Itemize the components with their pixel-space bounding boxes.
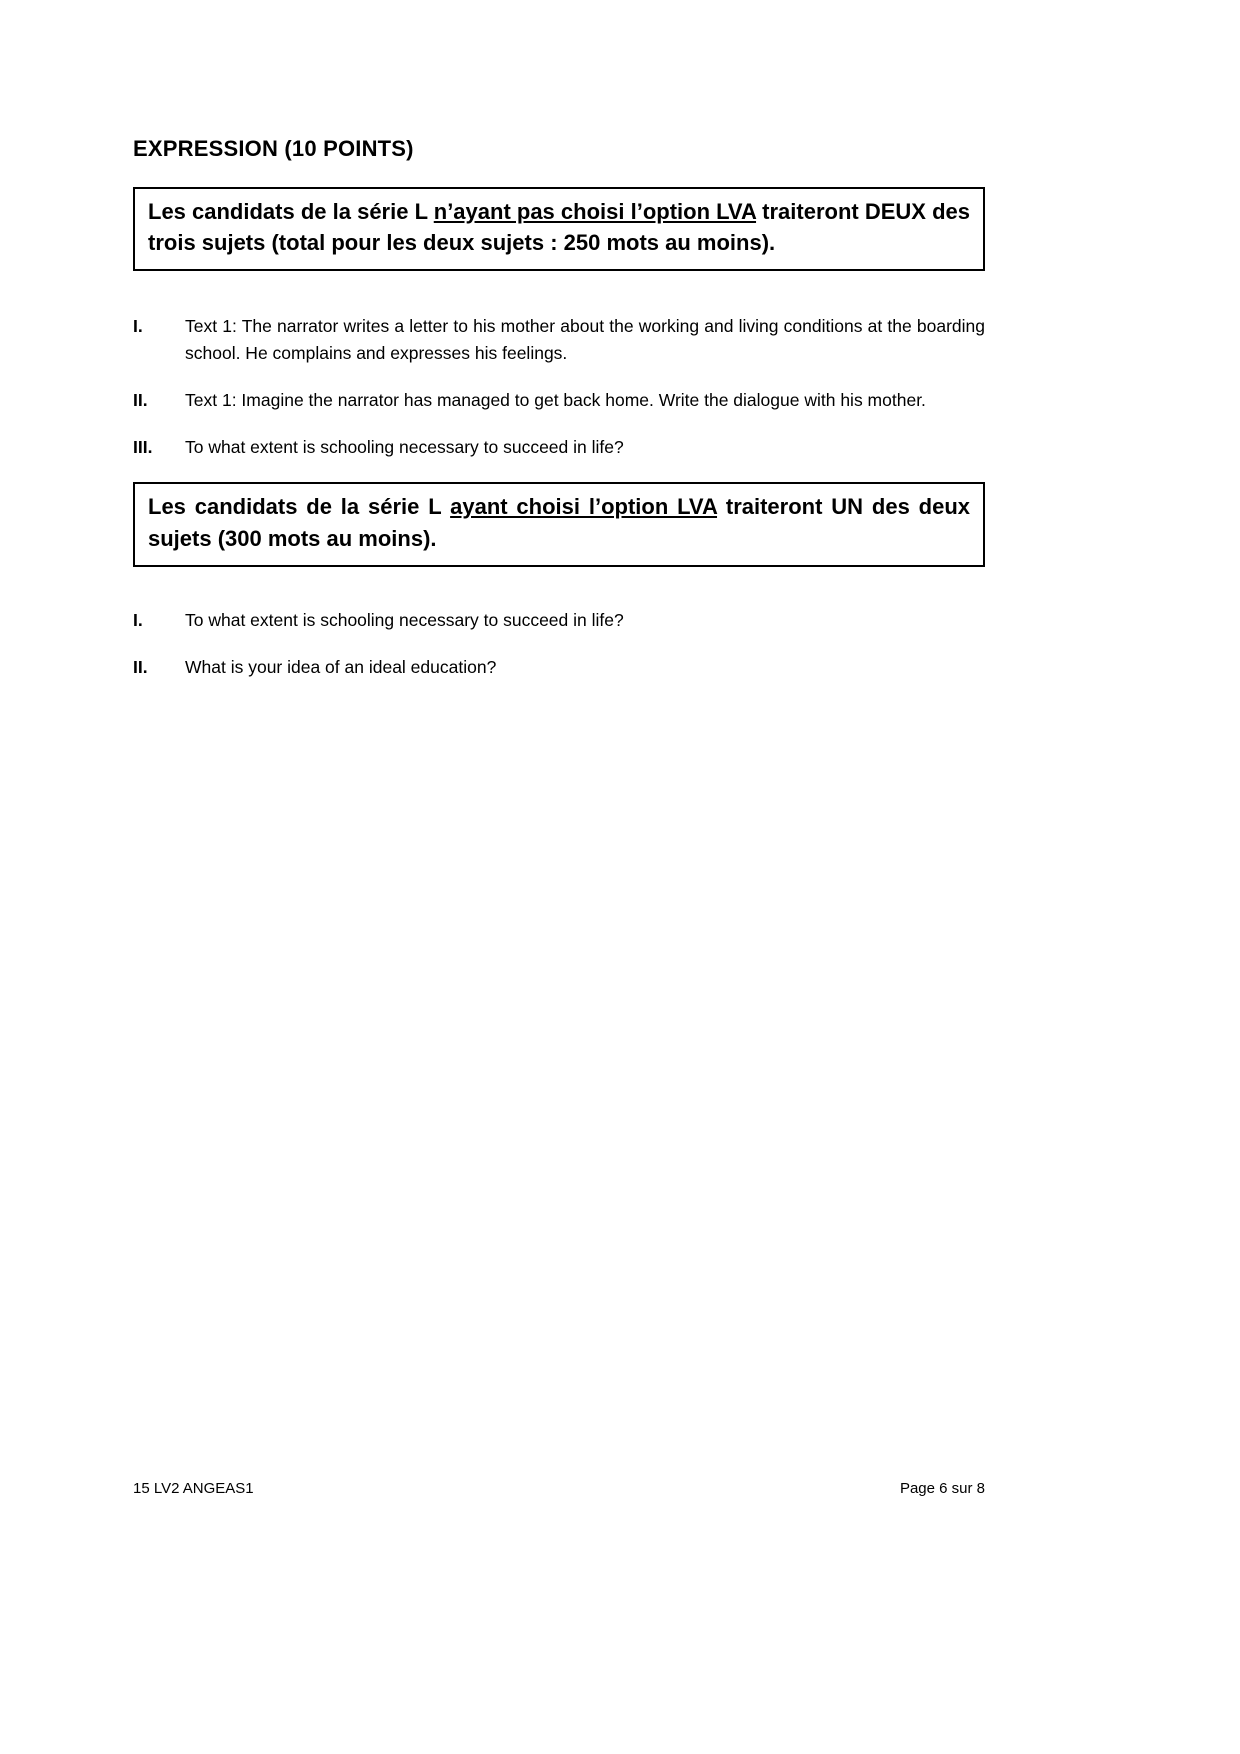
box2-text-lead: Les candidats de la série L — [148, 494, 451, 520]
item-number: II. — [133, 657, 148, 678]
list-item — [133, 434, 985, 460]
subject-list-1 — [133, 313, 985, 460]
instruction-box-serie-l-lva — [133, 482, 985, 566]
item-number: II. — [133, 389, 148, 410]
item-text: To what extent is schooling necessary to succeed in life? — [185, 437, 624, 458]
item-number: I. — [133, 316, 143, 337]
item-text: Text 1: Imagine the narrator has managed to get back home. Write the dialogue with his mother. — [185, 389, 926, 410]
footer-page-number: Page 6 sur 8 — [899, 1480, 985, 1497]
box2-underlined-text: ayant choisi l’option LVA — [450, 494, 718, 520]
box2-text-trail: traiteront UN des deux sujets (300 mots au moins). — [148, 494, 970, 551]
instruction-box-serie-l-non-lva — [133, 187, 985, 271]
list-item — [133, 654, 985, 680]
list-item — [133, 607, 985, 633]
box1-underlined-text: n’ayant pas choisi l’option LVA — [433, 199, 757, 224]
item-text: What is your idea of an ideal education? — [185, 657, 497, 678]
page-content — [133, 0, 985, 701]
item-text: Text 1: The narrator writes a letter to his mother about the working and living conditions at the boarding school. He complains and expresses his feelings. — [185, 316, 985, 363]
list-item — [133, 313, 985, 366]
item-number: III. — [133, 437, 153, 458]
page-footer — [133, 1480, 985, 1497]
list-item — [133, 387, 985, 413]
box1-text-lead: Les candidats de la série L — [148, 199, 434, 224]
page-title: EXPRESSION (10 POINTS) — [133, 136, 414, 161]
footer-document-reference: 15 LV2 ANGEAS1 — [133, 1480, 254, 1497]
box1-text-trail: traiteront DEUX des trois sujets (total pour les deux sujets : 250 mots au moins). — [148, 199, 970, 256]
item-text: To what extent is schooling necessary to succeed in life? — [185, 609, 624, 630]
subject-list-2 — [133, 607, 985, 681]
item-number: I. — [133, 609, 143, 630]
